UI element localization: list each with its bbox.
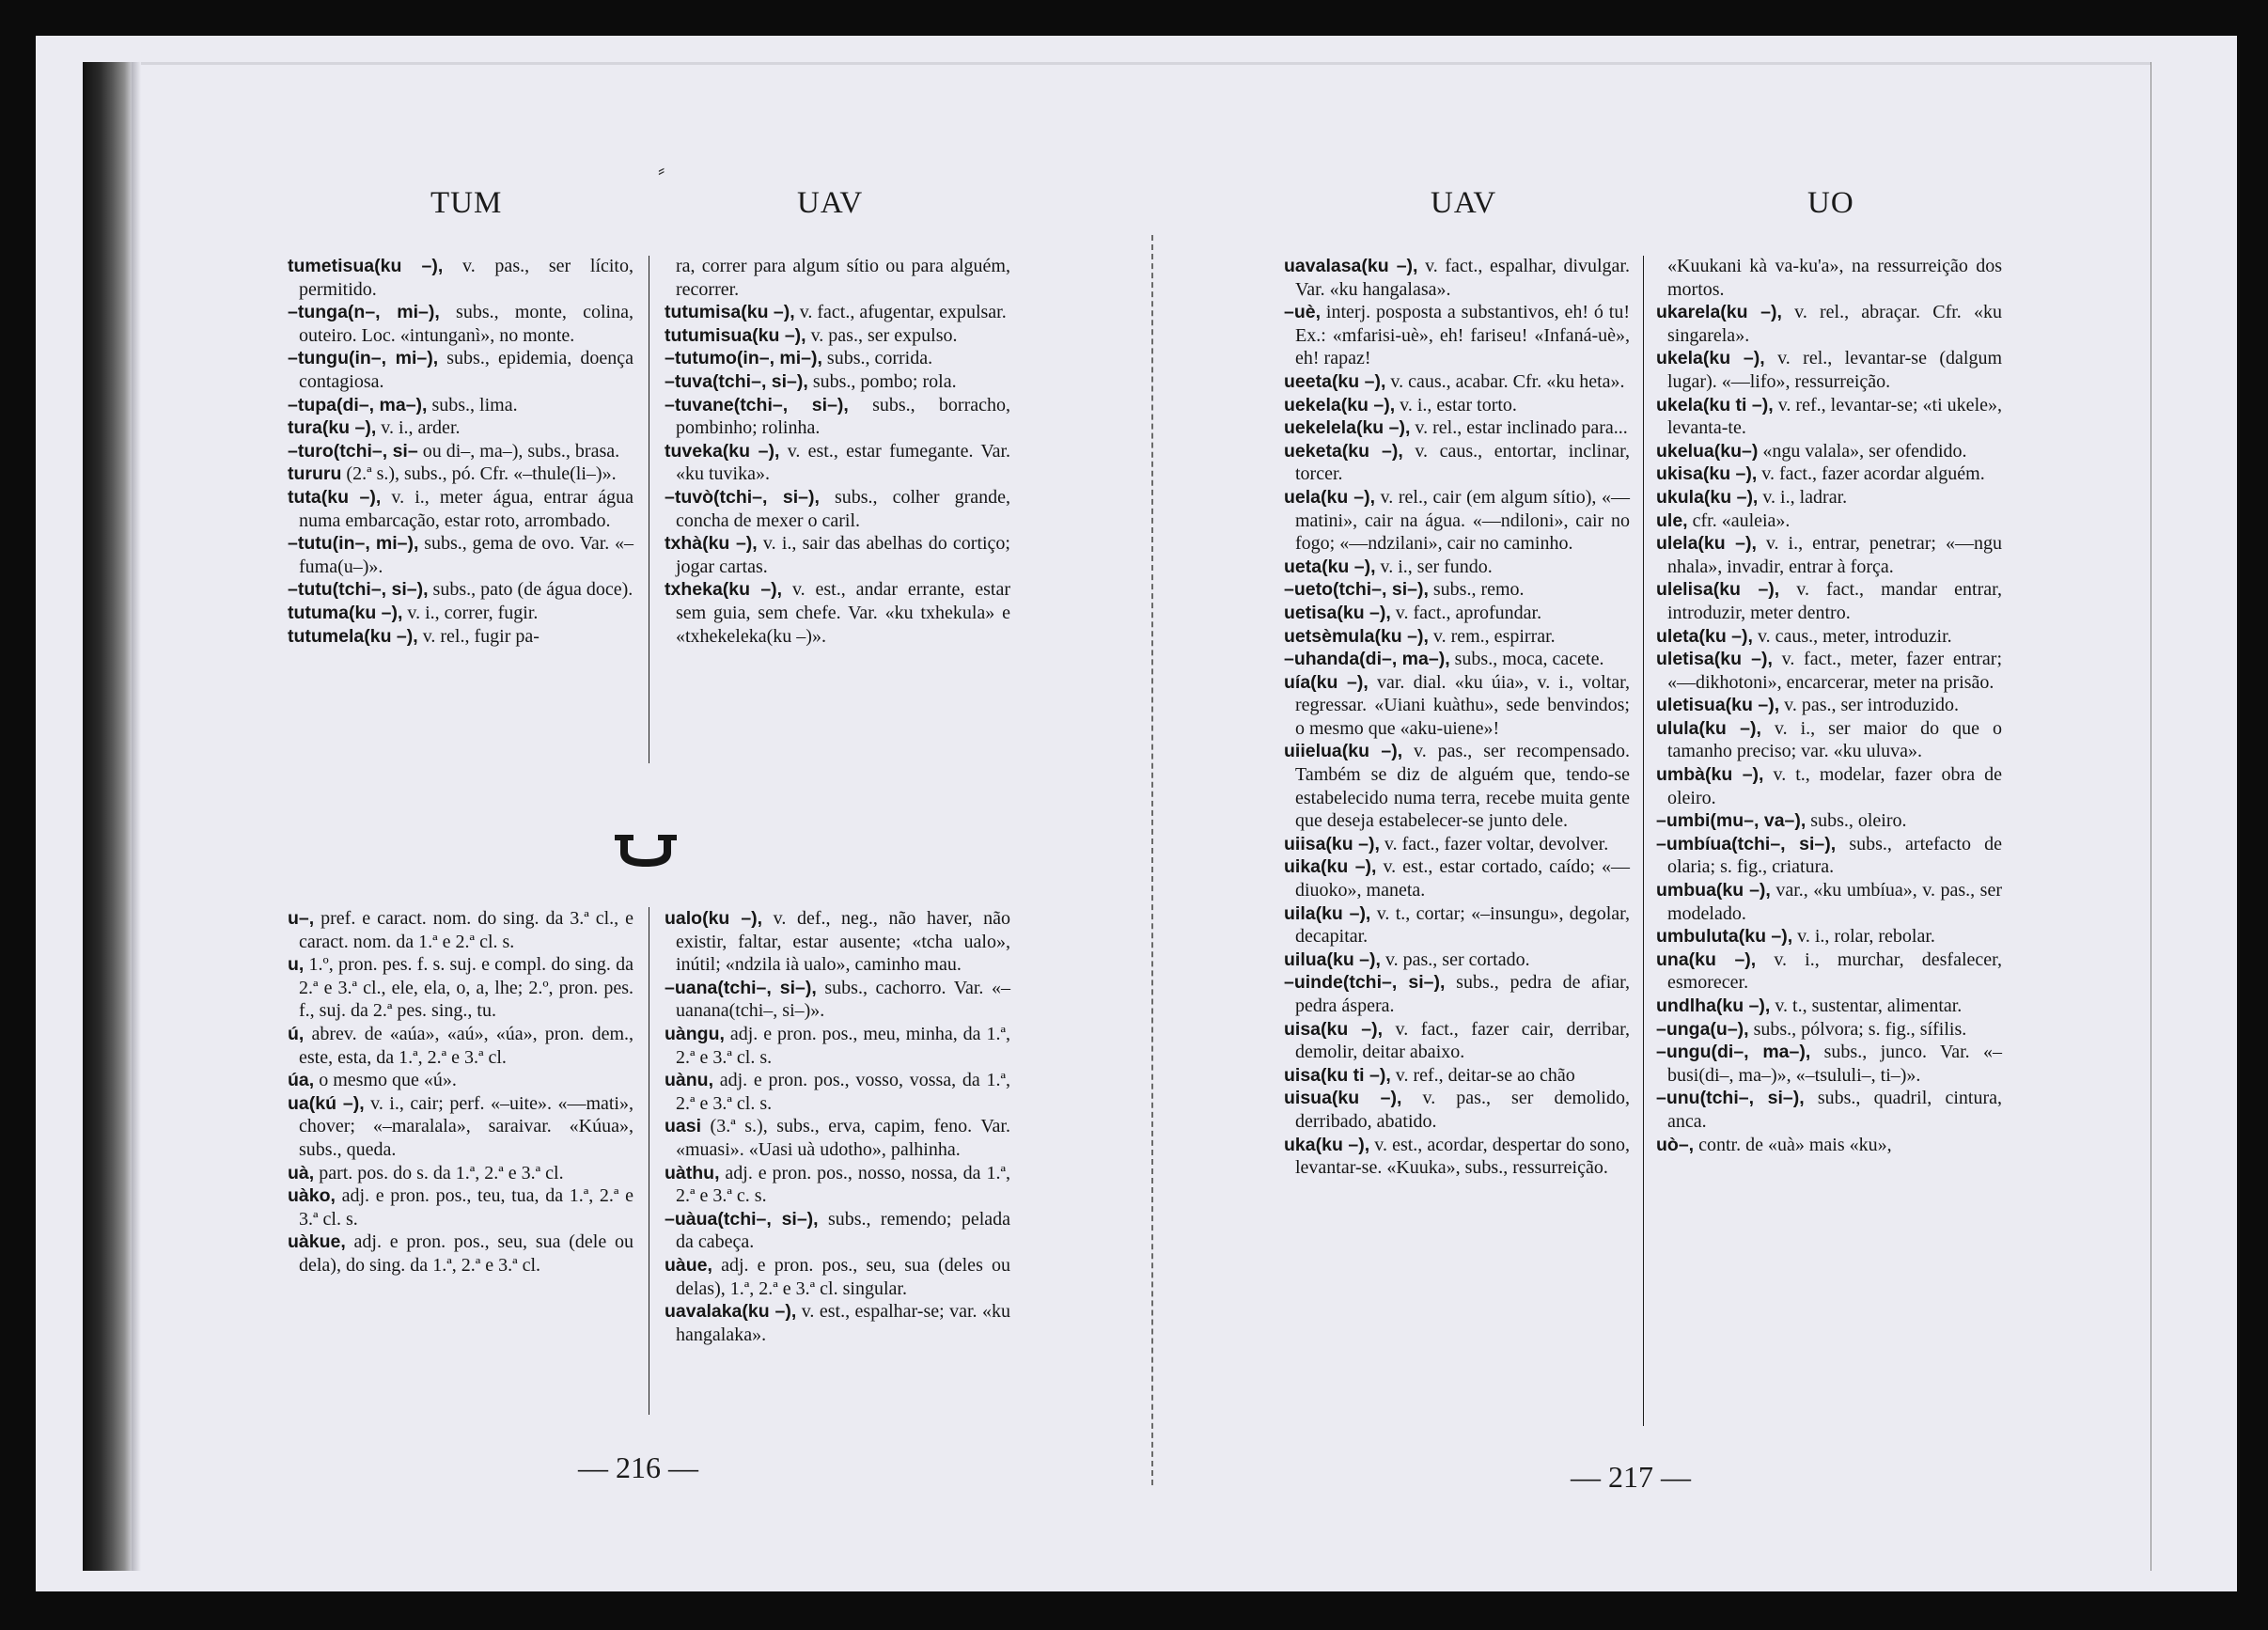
entry-headword: uekela(ku –),: [1284, 394, 1396, 415]
entry-headword: –tuvane(tchi–, si–),: [665, 394, 849, 415]
dictionary-entry: [1656, 1041, 2002, 1087]
dictionary-entry: [1656, 717, 2002, 763]
entry-definition: o mesmo que «ú».: [314, 1070, 457, 1091]
dictionary-entry: [288, 301, 633, 347]
entry-headword: –uana(tchi–, si–),: [665, 977, 817, 998]
right-page-column-2: [1656, 255, 2002, 1156]
dictionary-entry: [1284, 948, 1630, 972]
entry-headword: uila(ku –),: [1284, 902, 1371, 924]
running-header-right: UAV: [797, 186, 864, 220]
dictionary-entry: [1284, 578, 1630, 602]
entry-definition: v. rel., estar inclinado para...: [1410, 417, 1628, 439]
dictionary-entry: [665, 532, 1010, 578]
entry-headword: umbà(ku –),: [1656, 764, 1764, 786]
running-header-left: TUM: [430, 186, 503, 220]
entry-definition: v. i., estar torto.: [1395, 394, 1517, 415]
entry-definition: v. est., acordar, despertar do sono, levantar-se. «Kuuka», subs., ressurreição.: [1295, 1134, 1630, 1179]
dictionary-entry: [1284, 440, 1630, 486]
dictionary-entry: [665, 578, 1010, 648]
entry-definition: subs., quadril, cintura, anca.: [1667, 1088, 2002, 1132]
entry-headword: –tunga(n–, mi–),: [288, 302, 440, 323]
entry-definition: v. fact., afugentar, expulsar.: [794, 302, 1007, 323]
entry-definition: v. pas., ser recompensado. Também se diz de alguém que, tendo-se estabelecido numa terra, recebe muita gente que deseja estabelecer-se junto dele.: [1295, 741, 1630, 832]
dictionary-entry: [288, 440, 633, 463]
dictionary-entry: [288, 602, 633, 625]
entry-headword: ueeta(ku –),: [1284, 370, 1386, 392]
entry-definition: ou di–, ma–), subs., brasa.: [417, 440, 620, 462]
entry-definition: v. i., ser fundo.: [1375, 556, 1493, 577]
dictionary-entry: [288, 578, 633, 602]
dictionary-entry: [665, 440, 1010, 486]
entry-definition: subs., remo.: [1428, 579, 1525, 601]
entry-headword: uavalasa(ku –),: [1284, 256, 1418, 276]
entry-headword: uekelela(ku –),: [1284, 417, 1411, 439]
entry-definition: v. i., cair; perf. «–uite». «—mati», chover; «–maralala», saraivar. «Kúua», subs., queda.: [299, 1092, 633, 1160]
dictionary-entry: [665, 1162, 1010, 1208]
entry-headword: ukarela(ku –),: [1656, 302, 1782, 323]
entry-headword: uisa(ku ti –),: [1284, 1064, 1391, 1086]
entry-definition: v. i., arder.: [376, 417, 461, 439]
entry-definition: v. pas., ser cortado.: [1380, 948, 1530, 970]
entry-definition: adj. e pron. pos., nosso, nossa, da 1.ª, 2.ª e 3.ª c. s.: [676, 1162, 1010, 1207]
entry-definition: cfr. «auleia».: [1687, 509, 1791, 531]
entry-headword: uiisa(ku –),: [1284, 833, 1380, 854]
entry-definition: subs., corrida.: [821, 348, 933, 369]
entry-definition: adj. e pron. pos., seu, sua (dele ou dela), do sing. da 1.ª, 2.ª e 3.ª cl.: [299, 1231, 633, 1276]
entry-definition: v. t., modelar, fazer obra de oleiro.: [1667, 764, 2002, 808]
dictionary-entry: [288, 347, 633, 393]
left-page-column-1-top: [288, 255, 633, 648]
dictionary-entry: [1284, 648, 1630, 671]
running-header-right: UO: [1807, 186, 1854, 220]
dictionary-entry: [665, 1254, 1010, 1300]
entry-headword: u,: [288, 954, 305, 976]
entry-definition: abrev. de «aúa», «aú», «úa», pron. dem., este, esta, da 1.ª, 2.ª e 3.ª cl.: [299, 1023, 633, 1068]
dictionary-entry: [1656, 255, 2002, 301]
entry-headword: tutumisa(ku –),: [665, 302, 795, 323]
dictionary-entry: [1284, 1134, 1630, 1180]
dictionary-entry: [1656, 394, 2002, 440]
entry-definition: v. t., sustentar, alimentar.: [1770, 995, 1963, 1016]
entry-definition: var., «ku umbíua», v. pas., ser modelado.: [1667, 880, 2003, 924]
entry-definition: v. caus., entortar, inclinar, torcer.: [1295, 440, 1630, 485]
entry-definition: v. fact., fazer voltar, devolver.: [1379, 833, 1609, 854]
left-page-column-2-top: [665, 255, 1010, 648]
entry-definition: subs., moca, cacete.: [1449, 649, 1604, 670]
section-letter-U: [611, 829, 680, 869]
entry-definition: v. rel., fugir pa-: [417, 625, 540, 647]
dictionary-entry: [288, 462, 633, 486]
dictionary-entry: [1656, 809, 2002, 833]
dictionary-entry: [1656, 532, 2002, 578]
entry-definition: v. pas., ser demolido, derribado, abatido.: [1295, 1088, 1630, 1132]
entry-definition: v. pas., ser introduzido.: [1779, 695, 1960, 716]
dictionary-entry: [665, 301, 1010, 324]
entry-headword: –turo(tchi–, si–: [288, 440, 418, 462]
entry-definition: v. i., ser maior do que o tamanho preciso; var. «ku uluva».: [1667, 717, 2002, 762]
entry-headword: –tuvò(tchi–, si–),: [665, 486, 820, 508]
entry-headword: –ungu(di–, ma–),: [1656, 1042, 1811, 1063]
entry-headword: tutumela(ku –),: [288, 625, 418, 647]
entry-headword: uela(ku –),: [1284, 486, 1376, 508]
dictionary-entry: [288, 255, 633, 301]
dictionary-entry: [665, 1115, 1010, 1161]
dictionary-entry: [288, 625, 633, 649]
entry-definition: «ngu valala», ser ofendido.: [1758, 440, 1967, 462]
entry-headword: –tuva(tchi–, si–),: [665, 370, 808, 392]
entry-headword: ukula(ku –),: [1656, 486, 1759, 508]
dictionary-entry: [1284, 833, 1630, 856]
dictionary-entry: [665, 1023, 1010, 1069]
entry-headword: uía(ku –),: [1284, 671, 1369, 693]
scan-mark: ⸗: [658, 158, 665, 181]
entry-headword: uetisa(ku –),: [1284, 602, 1391, 623]
entry-definition: v. est., estar cortado, caído; «—diuoko», maneta.: [1295, 856, 1630, 901]
dictionary-entry: [665, 324, 1010, 348]
entry-definition: «Kuukani kà va-ku'a», na ressurreição dos mortos.: [1667, 256, 2002, 300]
entry-headword: uiielua(ku –),: [1284, 741, 1403, 762]
dictionary-entry: [1656, 301, 2002, 347]
entry-headword: uletisua(ku –),: [1656, 695, 1780, 716]
dictionary-entry: [665, 255, 1010, 301]
entry-headword: ulula(ku –),: [1656, 717, 1761, 739]
entry-definition: v. fact., mandar entrar, introduzir, meter dentro.: [1667, 579, 2002, 623]
entry-headword: ukelua(ku–): [1656, 440, 1759, 462]
dictionary-entry: [288, 1069, 633, 1092]
dictionary-entry: [288, 953, 633, 1023]
dictionary-entry: [1284, 602, 1630, 625]
entry-definition: subs., epidemia, doença contagiosa.: [299, 348, 633, 392]
dictionary-entry: [1284, 971, 1630, 1017]
dictionary-entry: [665, 370, 1010, 394]
dictionary-entry: [288, 1162, 633, 1185]
entry-headword: uò–,: [1656, 1134, 1695, 1155]
entry-definition: v. ref., deitar-se ao chão: [1390, 1064, 1575, 1086]
entry-headword: uàkue,: [288, 1231, 346, 1253]
dictionary-entry: [1656, 440, 2002, 463]
entry-definition: v. fact., fazer acordar alguém.: [1757, 463, 1985, 485]
column-rule: [1643, 256, 1644, 1426]
entry-definition: v. caus., meter, introduzir.: [1752, 625, 1952, 647]
entry-headword: uisua(ku –),: [1284, 1088, 1402, 1109]
entry-definition: subs., artefacto de olaria; s. fig., criatura.: [1667, 833, 2002, 878]
entry-definition: var. dial. «ku úia», v. i., voltar, regressar. «Uiani kuàthu», sede benvindos; o mesmo que «aku-uiene»!: [1295, 671, 1630, 739]
entry-definition: v. t., cortar; «–insungu», degolar, decapitar.: [1295, 902, 1630, 948]
entry-headword: umbuluta(ku –),: [1656, 926, 1793, 948]
dictionary-entry: [1656, 763, 2002, 809]
entry-definition: v. caus., acabar. Cfr. «ku heta».: [1385, 370, 1625, 392]
entry-headword: –uàua(tchi–, si–),: [665, 1208, 819, 1230]
left-page-column-2-bottom: [665, 907, 1010, 1346]
entry-definition: interj. posposta a substantivos, eh! ó tu! Ex.: «mfarisi-uè», eh! fariseu! «Infaná-uè», eh! rapaz!: [1295, 302, 1630, 369]
dictionary-entry: [288, 1092, 633, 1162]
page-number-left: — 216 —: [578, 1450, 698, 1484]
entry-headword: uàngu,: [665, 1023, 725, 1044]
entry-definition: subs., gema de ovo. Var. «–fuma(u–)».: [299, 533, 634, 577]
entry-definition: v. i., correr, fugir.: [402, 602, 539, 623]
dictionary-entry: [288, 416, 633, 440]
dictionary-entry: [1656, 347, 2002, 393]
dictionary-entry: [1656, 879, 2002, 925]
entry-headword: una(ku –),: [1656, 948, 1757, 970]
entry-definition: v. est., espalhar-se; var. «ku hangalaka».: [676, 1301, 1010, 1345]
entry-headword: ueketa(ku –),: [1284, 440, 1403, 462]
dictionary-entry: [1656, 625, 2002, 649]
dictionary-entry: [288, 1023, 633, 1069]
entry-headword: úa,: [288, 1070, 315, 1091]
entry-headword: undlha(ku –),: [1656, 995, 1771, 1016]
entry-headword: ukela(ku ti –),: [1656, 394, 1774, 415]
entry-definition: v. i., murchar, desfalecer, esmorecer.: [1667, 948, 2003, 994]
dictionary-entry: [665, 977, 1010, 1023]
dictionary-entry: [1656, 948, 2002, 995]
dictionary-entry: [1656, 1018, 2002, 1042]
entry-definition: v. pas., ser lícito, permitido.: [299, 256, 633, 300]
entry-headword: umbua(ku –),: [1656, 880, 1771, 901]
dictionary-entry: [1656, 1087, 2002, 1133]
entry-headword: tuta(ku –),: [288, 486, 382, 508]
top-edge: [141, 62, 2151, 65]
entry-definition: subs., oleiro.: [1806, 810, 1907, 832]
entry-headword: –tutumo(in–, mi–),: [665, 348, 822, 369]
entry-definition: adj. e pron. pos., meu, minha, da 1.ª, 2.ª e 3.ª cl. s.: [676, 1023, 1010, 1068]
entry-definition: v. ref., levantar-se; «ti ukele», levanta-te.: [1667, 394, 2002, 439]
dictionary-entry: [1284, 255, 1630, 301]
entry-headword: –tupa(di–, ma–),: [288, 394, 428, 415]
entry-definition: (2.ª s.), subs., pó. Cfr. «–thule(li–)».: [341, 463, 617, 485]
entry-headword: uàko,: [288, 1185, 336, 1207]
entry-definition: (3.ª s.), subs., erva, capim, feno. Var. «muasi». «Uasi uà udotho», palhinha.: [676, 1116, 1010, 1160]
entry-headword: –ueto(tchi–, si–),: [1284, 579, 1429, 601]
entry-definition: contr. de «uà» mais «ku»,: [1694, 1134, 1892, 1155]
entry-definition: v. rem., espirrar.: [1428, 625, 1556, 647]
entry-headword: txhà(ku –),: [665, 533, 758, 555]
dictionary-entry: [1284, 855, 1630, 901]
entry-definition: subs., remendo; pelada da cabeça.: [676, 1208, 1010, 1253]
entry-headword: ukisa(ku –),: [1656, 463, 1758, 485]
entry-definition: v. rel., abraçar. Cfr. «ku singarela».: [1667, 302, 2002, 346]
entry-headword: –tutu(in–, mi–),: [288, 533, 419, 555]
right-page-column-1: [1284, 255, 1630, 1180]
dictionary-entry: [1656, 462, 2002, 486]
entry-headword: –uhanda(di–, ma–),: [1284, 649, 1450, 670]
entry-headword: tura(ku –),: [288, 417, 377, 439]
dictionary-entry: [288, 394, 633, 417]
entry-definition: v. rel., cair (em algum sítio), «—matini», cair na água. «—ndiloni», cair no fogo; «—ndzilani», cair no caminho.: [1295, 486, 1630, 555]
entry-headword: uletisa(ku –),: [1656, 649, 1773, 670]
entry-headword: ú,: [288, 1023, 305, 1044]
entry-definition: subs., lima.: [427, 394, 518, 415]
entry-headword: –umbi(mu–, va–),: [1656, 810, 1807, 832]
dictionary-entry: [1656, 833, 2002, 879]
dictionary-entry: [288, 486, 633, 532]
entry-definition: adj. e pron. pos., vosso, vossa, da 1.ª, 2.ª e 3.ª cl. s.: [676, 1070, 1010, 1114]
entry-definition: v. est., andar errante, estar sem guia, sem chefe. Var. «ku txhekula» e «txhekeleka(ku –)».: [676, 579, 1010, 647]
dictionary-entry: [1656, 1134, 2002, 1157]
entry-headword: uà,: [288, 1162, 315, 1183]
entry-definition: subs., borracho, pombinho; rolinha.: [676, 394, 1010, 439]
entry-definition: subs., cachorro. Var. «–uanana(tchi–, si–)».: [676, 977, 1010, 1022]
entry-headword: uka(ku –),: [1284, 1134, 1370, 1155]
entry-headword: ueta(ku –),: [1284, 556, 1376, 577]
entry-definition: v. i., meter água, entrar água numa embarcação, estar roto, arrombado.: [299, 486, 633, 531]
entry-definition: v. pas., ser expulso.: [806, 324, 958, 346]
dictionary-entry: [288, 1184, 633, 1230]
entry-definition: 1.º, pron. pes. f. s. suj. e compl. do sing. da 2.ª e 3.ª cl., ele, ela, o, a, lhe; 2.º, pron. pes. f., suj. da 2.ª pes. sing., tu.: [299, 954, 633, 1022]
entry-headword: u–,: [288, 908, 315, 929]
dictionary-entry: [1284, 416, 1630, 440]
entry-definition: part. pos. do s. da 1.ª, 2.ª e 3.ª cl.: [314, 1162, 564, 1183]
entry-headword: –tungu(in–, mi–),: [288, 348, 439, 369]
entry-definition: subs., monte, colina, outeiro. Loc. «intunganì», no monte.: [299, 302, 633, 346]
entry-headword: uasi: [665, 1116, 702, 1137]
entry-definition: v. i., rolar, rebolar.: [1792, 926, 1935, 948]
dictionary-entry: [1656, 578, 2002, 624]
entry-definition: pref. e caract. nom. do sing. da 3.ª cl., e caract. nom. da 1.ª e 2.ª cl. s.: [299, 908, 633, 952]
entry-headword: –tutu(tchi–, si–),: [288, 579, 429, 601]
page-number-right: — 217 —: [1571, 1460, 1691, 1494]
dictionary-entry: [665, 1208, 1010, 1254]
entry-headword: ulelisa(ku –),: [1656, 579, 1780, 601]
entry-headword: uàthu,: [665, 1162, 720, 1183]
entry-definition: subs., colher grande, concha de mexer o caril.: [676, 486, 1011, 531]
dictionary-entry: [1284, 625, 1630, 649]
entry-headword: tutuma(ku –),: [288, 602, 403, 623]
entry-definition: subs., pólvora; s. fig., sífilis.: [1748, 1018, 1967, 1040]
entry-headword: tuveka(ku –),: [665, 440, 780, 462]
entry-definition: subs., junco. Var. «–busi(di–, ma–)», «–tsululi–, ti–)».: [1667, 1042, 2002, 1086]
entry-definition: adj. e pron. pos., teu, tua, da 1.ª, 2.ª e 3.ª cl. s.: [299, 1185, 633, 1230]
page-gutter: [1151, 235, 1154, 1485]
dictionary-entry: [1284, 394, 1630, 417]
entry-headword: uànu,: [665, 1070, 713, 1091]
book-binding-shadow: [83, 62, 132, 1571]
entry-definition: v. fact., espalhar, divulgar. Var. «ku hangalasa».: [1295, 256, 1630, 300]
dictionary-entry: [1656, 509, 2002, 533]
entry-definition: v. fact., fazer cair, derribar, demolir, deitar abaixo.: [1295, 1018, 1630, 1063]
entry-headword: uika(ku –),: [1284, 856, 1377, 878]
book-binding-fade: [132, 62, 141, 1571]
entry-headword: –uinde(tchi–, si–),: [1284, 972, 1446, 994]
dictionary-entry: [1656, 925, 2002, 948]
dictionary-entry: [665, 394, 1010, 440]
entry-headword: ulela(ku –),: [1656, 533, 1757, 555]
entry-headword: ualo(ku –),: [665, 908, 763, 929]
entry-definition: v. est., estar fumegante. Var. «ku tuvika».: [676, 440, 1010, 485]
entry-headword: tutumisua(ku –),: [665, 324, 806, 346]
entry-definition: subs., pombo; rola.: [807, 370, 957, 392]
dictionary-entry: [665, 1300, 1010, 1346]
dictionary-entry: [288, 532, 633, 578]
running-header-left: UAV: [1431, 186, 1497, 220]
entry-headword: uàue,: [665, 1254, 712, 1276]
dictionary-entry: [1284, 902, 1630, 948]
entry-definition: v. rel., levantar-se (dalgum lugar). «—lifo», ressurreição.: [1667, 348, 2002, 392]
entry-headword: –unga(u–),: [1656, 1018, 1749, 1040]
dictionary-entry: [1656, 486, 2002, 509]
entry-definition: v. i., entrar, penetrar; «—ngu nhala», invadir, entrar à força.: [1667, 533, 2002, 577]
entry-definition: subs., pedra de afiar, pedra áspera.: [1295, 972, 1631, 1016]
dictionary-entry: [288, 907, 633, 953]
entry-definition: subs., pato (de água doce).: [428, 579, 633, 601]
dictionary-entry: [1284, 1064, 1630, 1088]
dictionary-entry: [1284, 556, 1630, 579]
entry-definition: adj. e pron. pos., seu, sua (deles ou delas), 1.ª, 2.ª e 3.ª cl. singular.: [676, 1254, 1010, 1299]
entry-headword: ukela(ku –),: [1656, 348, 1765, 369]
dictionary-entry: [665, 347, 1010, 370]
entry-definition: v. fact., meter, fazer entrar; «—dikhotoni», encarcerar, meter na prisão.: [1667, 649, 2003, 693]
dictionary-entry: [1284, 1018, 1630, 1064]
dictionary-entry: [665, 1069, 1010, 1115]
dictionary-entry: [665, 486, 1010, 532]
entry-headword: tumetisua(ku –),: [288, 256, 444, 276]
dictionary-entry: [1656, 648, 2002, 694]
entry-headword: txheka(ku –),: [665, 579, 783, 601]
entry-headword: uetsèmula(ku –),: [1284, 625, 1429, 647]
dictionary-entry: [1656, 995, 2002, 1018]
entry-definition: v. def., neg., não haver, não existir, faltar, estar ausente; «tcha ualo», inútil; «ndzila ià ualo», caminho mau.: [676, 908, 1011, 976]
dictionary-entry: [665, 907, 1010, 977]
entry-headword: –umbíua(tchi–, si–),: [1656, 833, 1837, 854]
entry-headword: uilua(ku –),: [1284, 948, 1381, 970]
dictionary-entry: [1284, 486, 1630, 556]
left-page-column-1-bottom: [288, 907, 633, 1277]
entry-headword: ule,: [1656, 509, 1688, 531]
entry-headword: uavalaka(ku –),: [665, 1301, 797, 1323]
dictionary-entry: [1284, 301, 1630, 370]
dictionary-entry: [1284, 740, 1630, 832]
dictionary-entry: [1284, 671, 1630, 741]
entry-definition: ra, correr para algum sítio ou para alguém, recorrer.: [676, 256, 1010, 300]
entry-headword: uleta(ku –),: [1656, 625, 1753, 647]
entry-definition: v. fact., aprofundar.: [1390, 602, 1542, 623]
dictionary-entry: [1284, 1087, 1630, 1133]
entry-headword: ua(kú –),: [288, 1092, 365, 1114]
entry-definition: v. i., sair das abelhas do cortiço; jogar cartas.: [676, 533, 1010, 577]
entry-headword: –unu(tchi–, si–),: [1656, 1088, 1805, 1109]
dictionary-entry: [288, 1230, 633, 1277]
entry-headword: uisa(ku –),: [1284, 1018, 1383, 1040]
dictionary-entry: [1656, 694, 2002, 717]
entry-headword: –uè,: [1284, 302, 1322, 323]
dictionary-entry: [1284, 370, 1630, 394]
entry-headword: tururu: [288, 463, 342, 485]
entry-definition: v. i., ladrar.: [1758, 486, 1848, 508]
